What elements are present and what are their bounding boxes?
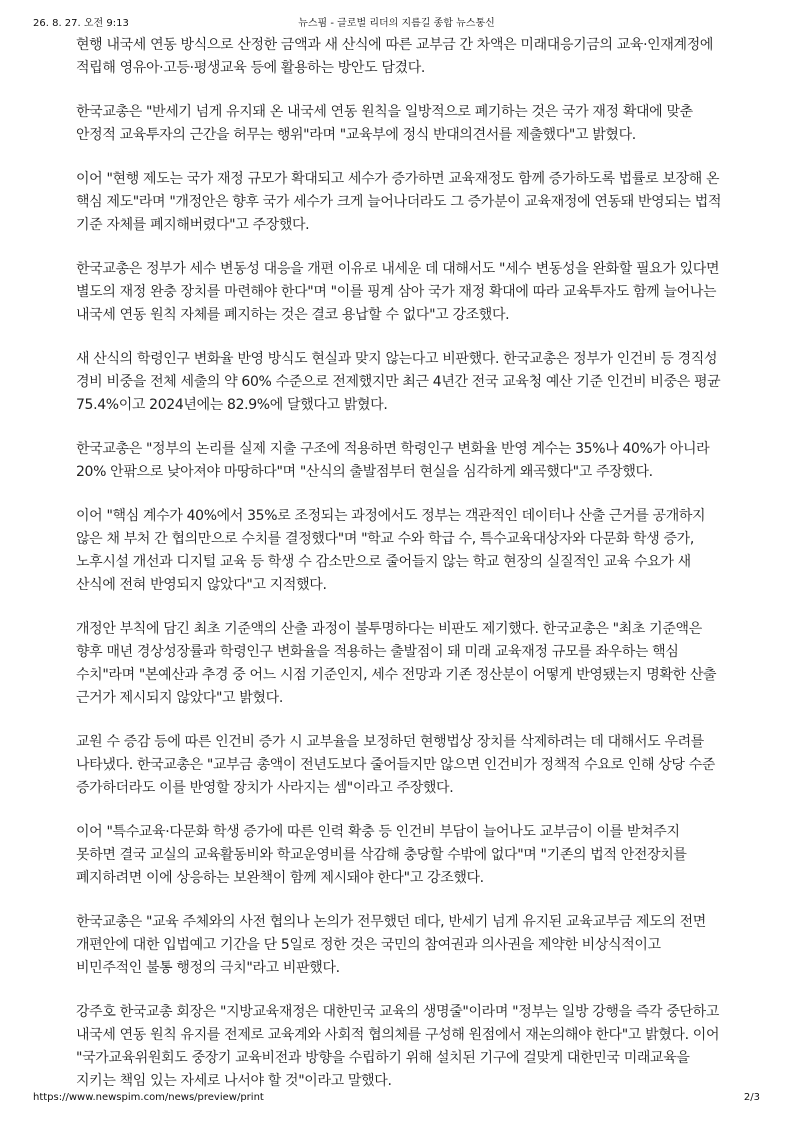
article-paragraph: 현행 내국세 연동 방식으로 산정한 금액과 새 산식에 따른 교부금 간 차액은 미래대응기금의 교육·인재계정에 적립해 영유아·고등·평생교육 등에 활용하는 방안도 담겼다.	[76, 37, 714, 76]
article-paragraph: 교원 수 증감 등에 따른 인건비 증가 시 교부율을 보정하던 현행법상 장치를 삭제하려는 데 대해서도 우려를 나타냈다. 한국교총은 "교부금 총액이 전년도보다 줄어들지만 않으면 인건비가 정책적 수요로 인해 상당 수준 증가하더라도 이를 반영할 장치가 사라지는 셈"이라고 주장했다.	[76, 734, 716, 796]
article-paragraph: 이어 "특수교육·다문화 학생 증가에 따른 인력 확충 등 인건비 부담이 늘어나도 교부금이 이를 받쳐주지 못하면 결국 교실의 교육활동비와 학교운영비를 삭감해 충당할 수밖에 없다"며 "기존의 법적 안전장치를 폐지하려면 이에 상응하는 보완책이 함께 제시돼야 한다"고 강조했다.	[76, 824, 687, 886]
article-paragraph: 이어 "현행 제도는 국가 재정 규모가 확대되고 세수가 증가하면 교육재정도 함께 증가하도록 법률로 보장해 온 핵심 제도"라며 "개정안은 향후 국가 세수가 크게 늘어나더라도 그 증가분이 교육재정에 연동돼 반영되는 법적 기준 자체를 폐지해버렸다"고 주장했다.	[76, 171, 722, 233]
article-body	[76, 34, 722, 1114]
article-paragraph: 한국교총은 "정부의 논리를 실제 지출 구조에 적용하면 학령인구 변화율 반영 계수는 35%나 40%가 아니라 20% 안팎으로 낮아져야 마땅하다"며 "산식의 출발점부터 현실을 심각하게 왜곡했다"고 주장했다.	[76, 441, 710, 480]
article-paragraph: 새 산식의 학령인구 변화율 반영 방식도 현실과 맞지 않는다고 비판했다. 한국교총은 정부가 인건비 등 경직성 경비 비중을 전체 세출의 약 60% 수준으로 전제했지만 최근 4년간 전국 교육청 예산 기준 인건비 비중은 평균 75.4%이고 2024년에는 82.9%에 달했다고 밝혔다.	[76, 351, 721, 413]
print-header	[33, 14, 760, 30]
print-page-title: 뉴스핌 - 글로벌 리더의 지름길 종합 뉴스통신	[298, 18, 495, 29]
print-url: https://www.newspim.com/news/preview/print	[33, 1092, 264, 1103]
page-number: 2/3	[743, 1092, 760, 1103]
print-footer	[33, 1092, 760, 1108]
print-date: 26. 8. 27. 오전 9:13	[33, 18, 129, 29]
article-paragraph: 한국교총은 "반세기 넘게 유지돼 온 내국세 연동 원칙을 일방적으로 폐기하는 것은 국가 재정 확대에 맞춘 안정적 교육투자의 근간을 허무는 행위"라며 "교육부에 정식 반대의견서를 제출했다"고 밝혔다.	[76, 104, 693, 143]
article-paragraph: 이어 "핵심 계수가 40%에서 35%로 조정되는 과정에서도 정부는 객관적인 데이터나 산출 근거를 공개하지 않은 채 부처 간 협의만으로 수치를 결정했다"며 "학교 수와 학급 수, 특수교육대상자와 다문화 학생 증가, 노후시설 개선과 디지털 교육 등 학생 수 감소만으로 줄어들지 않는 학교 현장의 실질적인 교육 수요가 새 산식에 전혀 반영되지 않았다"고 지적했다.	[76, 508, 706, 593]
article-paragraph: 강주호 한국교총 회장은 "지방교육재정은 대한민국 교육의 생명줄"이라며 "정부는 일방 강행을 즉각 중단하고 내국세 연동 원칙 유지를 전제로 교육계와 사회적 협의체를 구성해 원점에서 재논의해야 한다"고 밝혔다. 이어 "국가교육위원회도 중장기 교육비전과 방향을 수립하기 위해 설치된 기구에 걸맞게 대한민국 미래교육을 지키는 책임 있는 자세로 나서야 할 것"이라고 말했다.	[76, 1004, 720, 1089]
article-paragraph: 개정안 부칙에 담긴 최초 기준액의 산출 과정이 불투명하다는 비판도 제기했다. 한국교총은 "최초 기준액은 향후 매년 경상성장률과 학령인구 변화율을 적용하는 출발점이 돼 미래 교육재정 규모를 좌우하는 핵심 수치"라며 "본예산과 추경 중 어느 시점 기준인지, 세수 전망과 기존 정산분이 어떻게 반영됐는지 명확한 산출 근거가 제시되지 않았다"고 밝혔다.	[76, 621, 717, 706]
article-paragraph: 한국교총은 "교육 주체와의 사전 협의나 논의가 전무했던 데다, 반세기 넘게 유지된 교육교부금 제도의 전면 개편안에 대한 입법예고 기간을 단 5일로 정한 것은 국민의 참여권과 의사권을 제약한 비상식적이고 비민주적인 불통 행정의 극치"라고 비판했다.	[76, 914, 706, 976]
article-paragraph: 한국교총은 정부가 세수 변동성 대응을 개편 이유로 내세운 데 대해서도 "세수 변동성을 완화할 필요가 있다면 별도의 재정 완충 장치를 마련해야 한다"며 "이를 핑계 삼아 국가 재정 확대에 따라 교육투자도 함께 늘어나는 내국세 연동 원칙 자체를 폐지하는 것은 결코 용납할 수 없다"고 강조했다.	[76, 261, 720, 323]
